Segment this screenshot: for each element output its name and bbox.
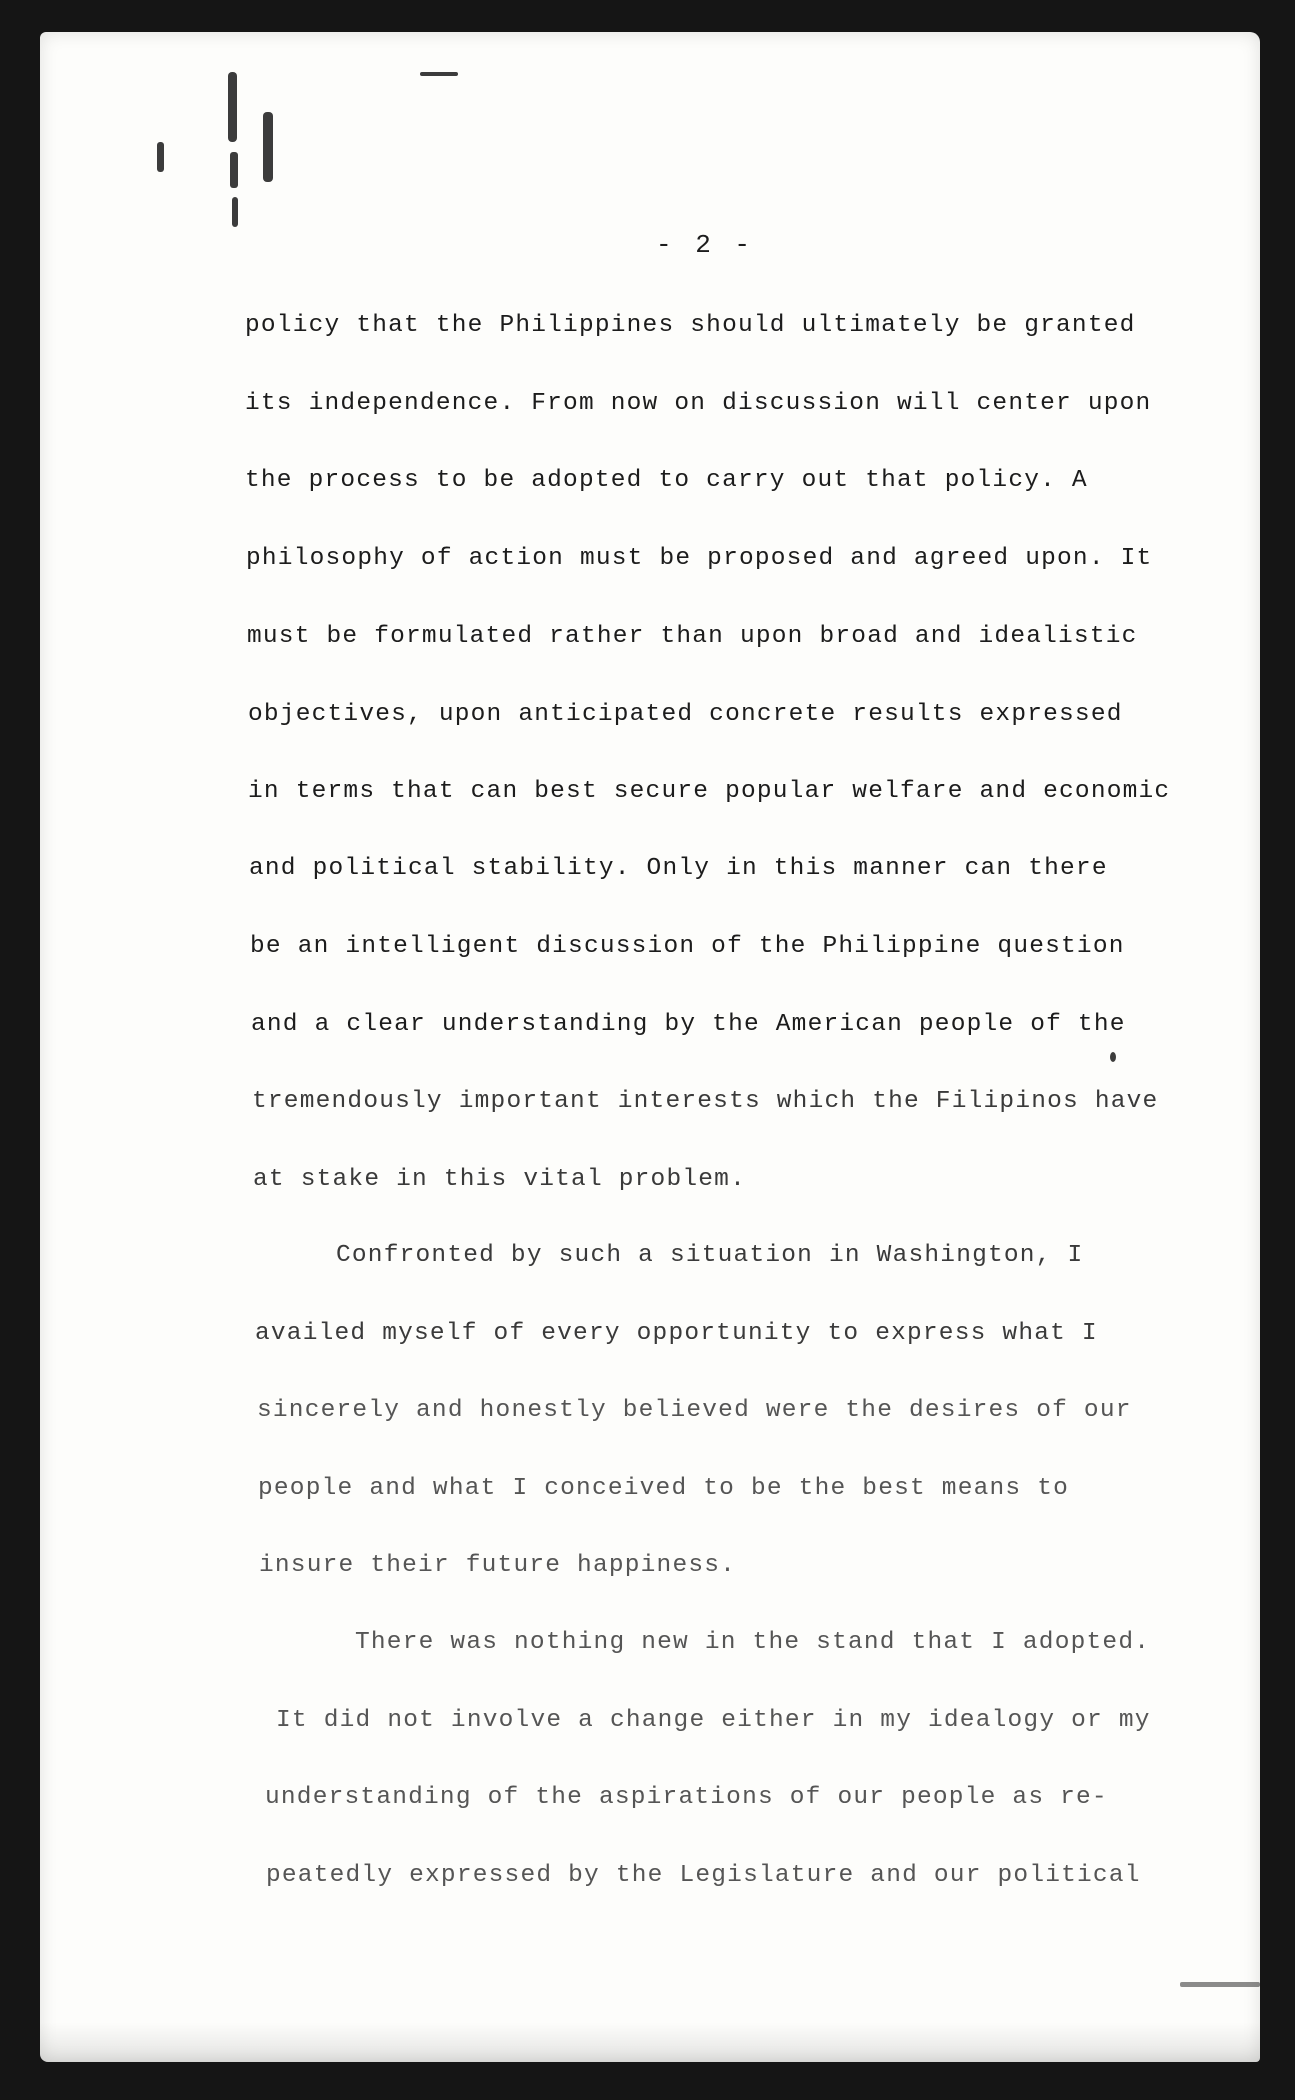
text-line: and political stability. Only in this manner can there [249, 855, 1108, 882]
ink-smudge [1110, 1052, 1116, 1062]
text-line: be an intelligent discussion of the Philippine question [250, 933, 1125, 960]
text-line: sincerely and honestly believed were the desires of our [257, 1397, 1132, 1424]
text-line: objectives, upon anticipated concrete results expressed [248, 701, 1123, 728]
text-line: the process to be adopted to carry out that policy. A [245, 467, 1088, 494]
ink-smudge [230, 152, 238, 188]
text-line: philosophy of action must be proposed and agreed upon. It [246, 545, 1153, 572]
text-line: There was nothing new in the stand that I adopted. [355, 1629, 1151, 1656]
text-line: tremendously important interests which the Filipinos have [252, 1088, 1159, 1115]
text-line: people and what I conceived to be the best means to [258, 1475, 1070, 1502]
text-line: Confronted by such a situation in Washington, I [336, 1242, 1084, 1269]
text-line: peatedly expressed by the Legislature and our political [266, 1862, 1141, 1889]
ink-smudge [228, 72, 237, 142]
text-line: availed myself of every opportunity to express what I [255, 1320, 1098, 1347]
page-number: - 2 - [655, 230, 754, 260]
text-line: understanding of the aspirations of our people as re- [265, 1784, 1108, 1811]
typed-page [40, 32, 1260, 2062]
ink-smudge [157, 142, 164, 172]
text-line: policy that the Philippines should ultimately be granted [245, 312, 1136, 339]
text-line: at stake in this vital problem. [253, 1166, 746, 1193]
text-line: must be formulated rather than upon broad and idealistic [247, 623, 1138, 650]
text-line: its independence. From now on discussion will center upon [245, 390, 1152, 417]
text-line: in terms that can best secure popular welfare and economic [248, 778, 1171, 805]
ink-smudge [420, 72, 458, 76]
text-line: It did not involve a change either in my idealogy or my [276, 1707, 1151, 1734]
ink-smudge [263, 112, 273, 182]
text-line: and a clear understanding by the American people of the [251, 1011, 1126, 1038]
ink-smudge [1180, 1982, 1260, 1987]
ink-smudge [232, 197, 238, 227]
text-line: insure their future happiness. [259, 1552, 737, 1579]
